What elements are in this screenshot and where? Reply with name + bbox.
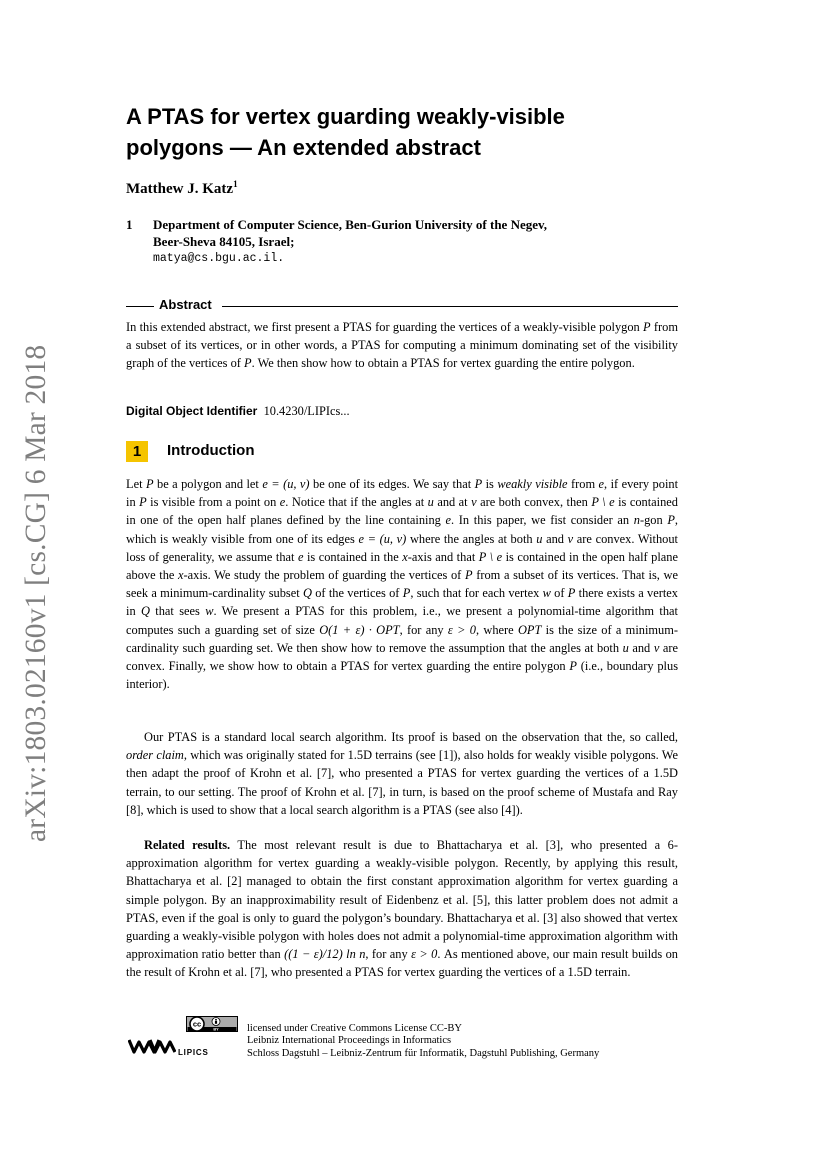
intro-paragraph-1: Let P be a polygon and let e = (u, v) be one of its edges. We say that P is weakly visible from e, if every point in P is visible from a point on e. Notice that if the angles at u and at v are both convex, then P \ e is contained in one of the open half planes defined by the line containing e. In this paper, we fist consider an n-gon P, which is weakly visible from one of its edges e = (u, v) where the angles at both u and v are convex. Without loss of generality, we assume that e is contained in the x-axis and that P \ e is contained in the open half plane above the x-axis. We study the problem of guarding the vertices of P from a subset of its vertices. That is, we seek a minimum-cardinality subset Q of the vertices of P, such that for each vertex w of P there exists a vertex in Q that sees w. We present a PTAS for this problem, i.e., we present a polynomial-time algorithm that computes such a guarding set of size O(1 + ε) · OPT, for any ε > 0, where OPT is the size of a minimum-cardinality such guarding set. We then show how to remove the assumption that the angles at both u and v are convex. Finally, we show how to obtain a PTAS for vertex guarding the entire polygon P (i.e., boundary plus interior). [126, 477, 679, 692]
abstract-label: Abstract [159, 297, 212, 312]
cc-mark: cc [192, 1019, 202, 1029]
author-affiliation-mark: 1 [233, 179, 238, 189]
lipics-footer [128, 1015, 688, 1065]
arxiv-identifier-stamp: arXiv:1803.02160v1 [cs.CG] 6 Mar 2018 [20, 344, 52, 842]
affiliation-line-1: Department of Computer Science, Ben-Gurion University of the Negev, [153, 217, 548, 232]
by-mark: BY [213, 1027, 219, 1032]
affiliation-line-2: Beer-Sheva 84105, Israel; [153, 234, 295, 249]
abstract-heading [126, 297, 678, 315]
paper-title [126, 101, 686, 163]
section-number-box: 1 [126, 441, 148, 462]
related-results-paragraph: Related results. The most relevant result is due to Bhattacharya et al. [3], who presented a 6-approximation algorithm for vertex guarding a weakly-visible polygon. Recently, by applying this result, Bhattacharya et al. [2] managed to obtain the first constant approximation algorithm for vertex guarding a simple polygon. By an inapproximability result of Eidenbenz et al. [5], this latter problem does not admit a PTAS, even if the goal is only to guard the polygon’s boundary. Bhattacharya et al. [3] also showed that vertex guarding a weakly-visible polygon with holes does not admit a polynomial-time approximation algorithm with approximation ratio better than ((1 − ε)/12) ln n, for any ε > 0. As mentioned above, our main result builds on the result of Krohn et al. [7], who presented a PTAS for vertex guarding the vertices of a 1.5D terrain. [126, 838, 678, 980]
license-line: licensed under Creative Commons License CC-BY [247, 1023, 462, 1034]
abstract-rule-left [126, 306, 154, 307]
title-line-2: polygons — An extended abstract [126, 135, 481, 160]
doi-value[interactable]: 10.4230/LIPIcs... [263, 404, 350, 418]
related-results-heading: Related results. [144, 838, 231, 852]
author-email[interactable]: matya@cs.bgu.ac.il. [153, 252, 285, 265]
title-line-1: A PTAS for vertex guarding weakly-visible [126, 104, 565, 129]
series-line: Leibniz International Proceedings in Informatics [247, 1035, 452, 1046]
doi-line [126, 404, 350, 419]
author-line [126, 179, 238, 198]
author-name: Matthew J. Katz [126, 181, 234, 197]
section-title: Introduction [167, 442, 255, 459]
affiliation-number: 1 [126, 217, 133, 232]
publisher-line: Schloss Dagstuhl – Leibniz-Zentrum für Informatik, Dagstuhl Publishing, Germany [247, 1048, 600, 1059]
lipics-logo-icon [128, 1036, 176, 1056]
doi-label: Digital Object Identifier [126, 404, 258, 418]
lipics-wordmark: LIPICS [178, 1048, 209, 1057]
abstract-text: In this extended abstract, we first present a PTAS for guarding the vertices of a weakly-visible polygon P from a subset of its vertices, or in other words, a PTAS for computing a minimum dominating set of the visibility graph of the vertices of P. We then show how to obtain a PTAS for vertex guarding the entire polygon. [126, 320, 679, 371]
intro-paragraph-2: Our PTAS is a standard local search algorithm. Its proof is based on the observation that the, so called, order claim, which was originally stated for 1.5D terrains (see [1]), also holds for weakly visible polygons. We then adapt the proof of Krohn et al. [7], who presented a PTAS for vertex guarding the vertices of a 1.5D terrain, to our setting. The proof of Krohn et al. [7], in turn, is based on the proof scheme of Mustafa and Ray [8], which is used to show that a local search algorithm is a PTAS (see also [4]). [126, 730, 678, 817]
abstract-rule-right [222, 306, 678, 307]
creative-commons-by-icon [186, 1016, 238, 1032]
